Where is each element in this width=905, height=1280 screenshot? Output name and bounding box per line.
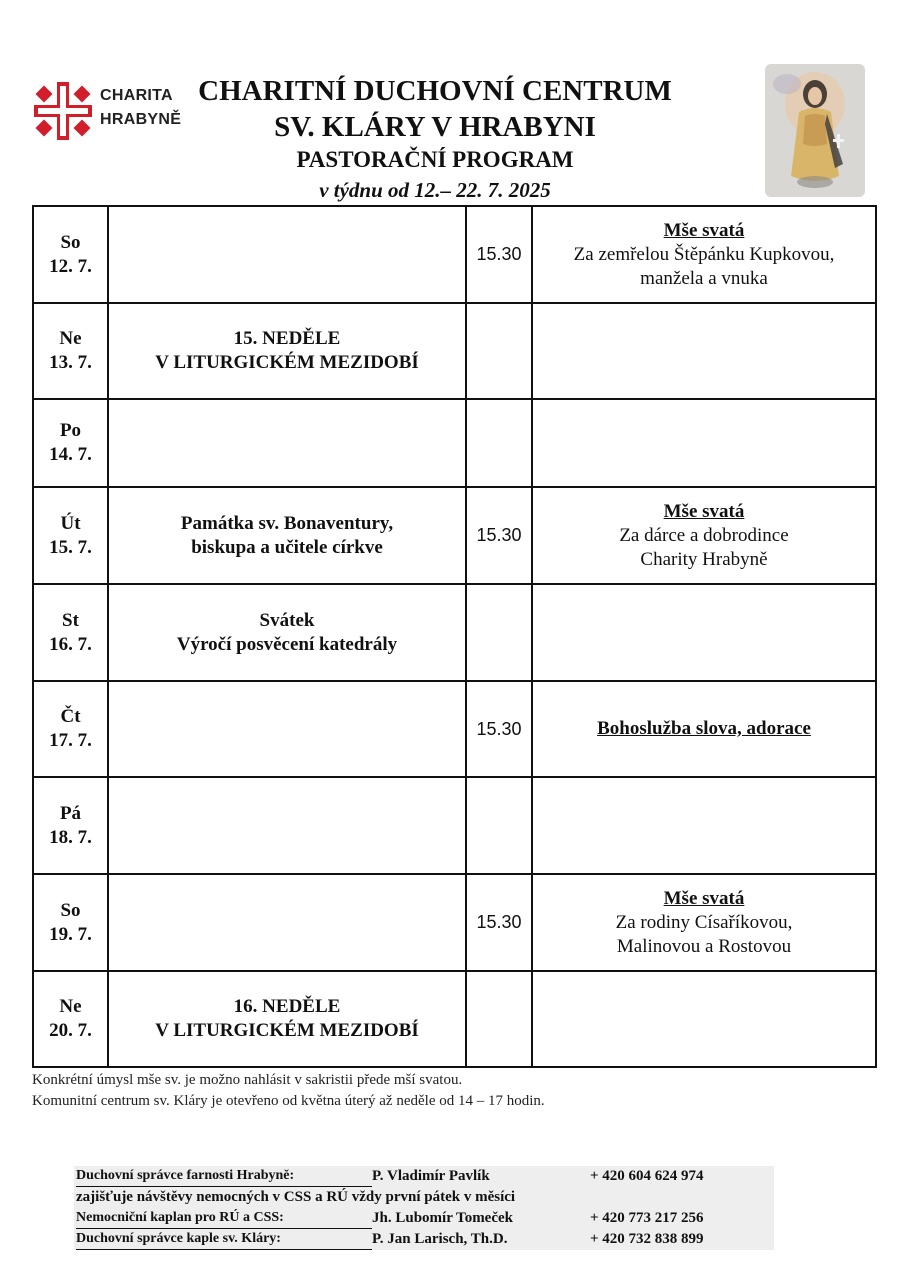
- contact-role: Duchovní správce kaple sv. Kláry:: [76, 1229, 372, 1250]
- table-row: [33, 874, 876, 971]
- feast-cell: Svátek Výročí posvěcení katedrály: [108, 584, 466, 681]
- table-row: [33, 303, 876, 399]
- day-cell: Čt 17. 7.: [33, 681, 108, 777]
- event-cell: Mše svatá Za zemřelou Štěpánku Kupkovou, manžela a vnuka: [532, 206, 876, 303]
- time-cell: [466, 399, 532, 487]
- table-row: [33, 584, 876, 681]
- contact-name: Jh. Lubomír Tomeček: [372, 1210, 513, 1226]
- subtitle: PASTORAČNÍ PROGRAM: [296, 147, 574, 172]
- contact-phone: + 420 604 624 974: [590, 1168, 704, 1184]
- table-row: [33, 971, 876, 1067]
- table-row: [33, 399, 876, 487]
- contact-name: P. Jan Larisch, Th.D.: [372, 1231, 508, 1247]
- table-row: [33, 681, 876, 777]
- day-cell: So 19. 7.: [33, 874, 108, 971]
- time-cell: [466, 584, 532, 681]
- feast-cell: 16. NEDĚLE V LITURGICKÉM MEZIDOBÍ: [108, 971, 466, 1067]
- contacts-box: [74, 1166, 774, 1250]
- feast-cell: [108, 777, 466, 874]
- event-cell: Mše svatá Za rodiny Císaříkovou, Malinovou a Rostovou: [532, 874, 876, 971]
- logo-line2: HRABYNĚ: [100, 111, 182, 128]
- event-cell: [532, 584, 876, 681]
- feast-cell: [108, 399, 466, 487]
- event-cell: [532, 303, 876, 399]
- day-cell: Pá 18. 7.: [33, 777, 108, 874]
- event-cell: [532, 777, 876, 874]
- feast-cell: 15. NEDĚLE V LITURGICKÉM MEZIDOBÍ: [108, 303, 466, 399]
- day-cell: Ne 13. 7.: [33, 303, 108, 399]
- contact-phone: + 420 732 838 899: [590, 1231, 704, 1247]
- saint-clare-painting-icon: [765, 64, 865, 197]
- note-line2: Komunitní centrum sv. Kláry je otevřeno od května úterý až neděle od 14 – 17 hodin.: [32, 1093, 545, 1109]
- contact-role: Duchovní správce farnosti Hrabyně:: [76, 1166, 372, 1187]
- contact-phone: + 420 773 217 256: [590, 1210, 704, 1226]
- day-cell: Po 14. 7.: [33, 399, 108, 487]
- schedule-table: [32, 205, 877, 1068]
- feast-cell: [108, 206, 466, 303]
- time-cell: 15.30: [466, 874, 532, 971]
- table-row: [33, 777, 876, 874]
- contact-name: P. Vladimír Pavlík: [372, 1168, 490, 1184]
- title-line2: SV. KLÁRY V HRABYNI: [274, 111, 596, 143]
- day-cell: So 12. 7.: [33, 206, 108, 303]
- contact-note: zajišťuje návštěvy nemocných v CSS a RÚ vždy první pátek v měsíci: [76, 1189, 516, 1205]
- feast-cell: [108, 681, 466, 777]
- day-cell: Ne 20. 7.: [33, 971, 108, 1067]
- time-cell: 15.30: [466, 681, 532, 777]
- logo-line1: CHARITA: [100, 87, 173, 104]
- title-line1: CHARITNÍ DUCHOVNÍ CENTRUM: [198, 75, 672, 107]
- feast-cell: Památka sv. Bonaventury, biskupa a učitele církve: [108, 487, 466, 584]
- contact-role: Nemocniční kaplan pro RÚ a CSS:: [76, 1208, 372, 1229]
- table-row: [33, 487, 876, 584]
- event-cell: Bohoslužba slova, adorace: [532, 681, 876, 777]
- week-range: v týdnu od 12.– 22. 7. 2025: [319, 178, 551, 202]
- charita-logo-icon: [32, 80, 94, 142]
- time-cell: [466, 971, 532, 1067]
- event-cell: [532, 971, 876, 1067]
- event-cell: [532, 399, 876, 487]
- time-cell: 15.30: [466, 487, 532, 584]
- day-cell: Út 15. 7.: [33, 487, 108, 584]
- time-cell: [466, 777, 532, 874]
- event-cell: Mše svatá Za dárce a dobrodince Charity Hrabyně: [532, 487, 876, 584]
- time-cell: [466, 303, 532, 399]
- day-cell: St 16. 7.: [33, 584, 108, 681]
- feast-cell: [108, 874, 466, 971]
- time-cell: 15.30: [466, 206, 532, 303]
- note-line1: Konkrétní úmysl mše sv. je možno nahlásit v sakristii přede mší svatou.: [32, 1072, 463, 1088]
- table-row: [33, 206, 876, 303]
